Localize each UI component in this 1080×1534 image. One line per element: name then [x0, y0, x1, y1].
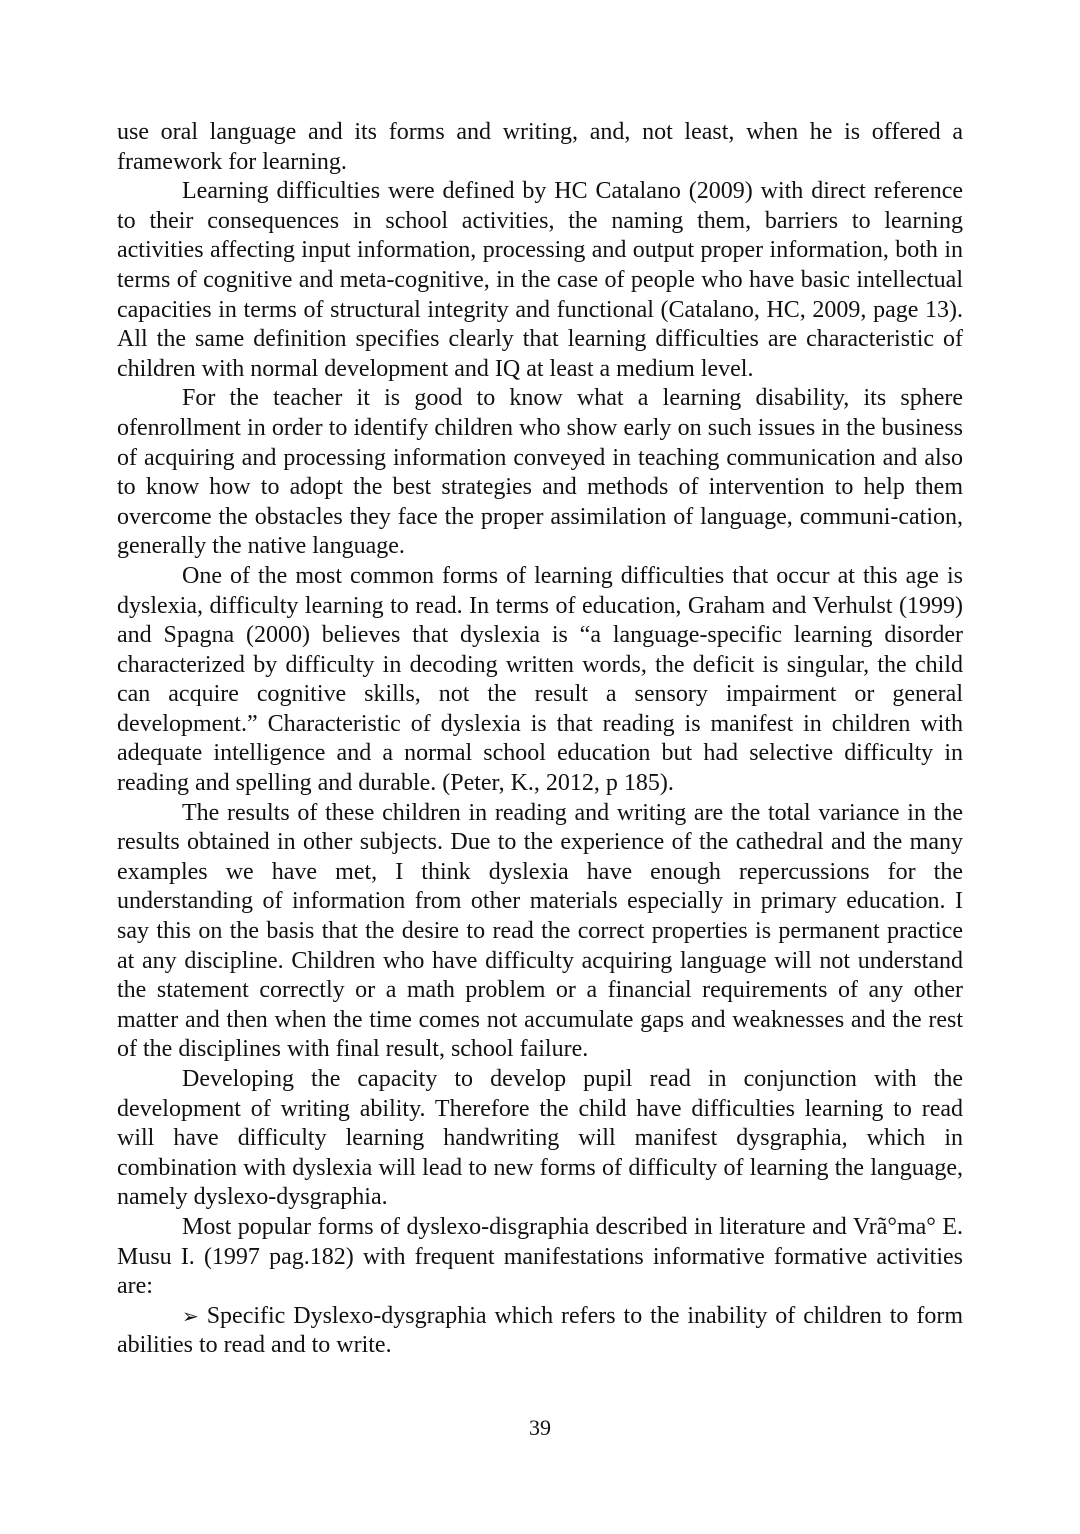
paragraph-popular-forms: Most popular forms of dyslexo-disgraphia described in literature and Vrã°ma° E. Musu I. (1997 pag.182) with frequent manifestations informative formative activities are:	[117, 1213, 963, 1300]
paragraph-results-variance: The results of these children in reading and writing are the total variance in the results obtained in other subjects. Due to the experience of the cathedral and the many examples we have met, I think dyslexia have enough repercussions for the understanding of information from other materials especially in primary education. I say this on the basis that the desire to read the correct properties is permanent practice at any discipline. Children who have difficulty acquiring language will not understand the statement correctly or a math problem or a financial requirements of any other matter and then when the time comes not accumulate gaps and weaknesses and the rest of the disciplines with final result, school failure.	[117, 799, 963, 1063]
document-page	[117, 118, 963, 1508]
arrow-bullet-icon: ➢	[182, 1303, 199, 1328]
paragraph-teacher-knowledge: For the teacher it is good to know what a learning disability, its sphere ofenrollment in order to identify children who show early on such issues in the business of acquiring and processing information conveyed in teaching communication and also to know how to adopt the best strategies and methods of intervention to help them overcome the obstacles they face the proper assimilation of language, communi-cation, generally the native language.	[117, 385, 963, 560]
page-number: 39	[529, 1415, 551, 1440]
paragraph-continuation: use oral language and its forms and writing, and, not least, when he is offered a framework for learning.	[117, 119, 963, 175]
body-text	[117, 118, 963, 1361]
bullet-item-text: Specific Dyslexo-dysgraphia which refers to the inability of children to form abilities to read and to write.	[117, 1302, 963, 1359]
paragraph-catalano-definition: Learning difficulties were defined by HC Catalano (2009) with direct reference to their consequences in school activities, the naming them, barriers to learning activities affecting input information, processing and output proper information, both in terms of cognitive and meta-cognitive, in the case of people who have basic intellectual capacities in terms of structural integrity and functional (Catalano, HC, 2009, page 13). All the same definition specifies clearly that learning difficulties are characteristic of children with normal development and IQ at least a medium level.	[117, 178, 963, 382]
bullet-item	[117, 1302, 963, 1361]
paragraph-dysgraphia: Developing the capacity to develop pupil read in conjunction with the development of writing ability. Therefore the child have difficulties learning to read will have difficulty learning handwriting will manifest dysgraphia, which in combination with dyslexia will lead to new forms of difficulty of learning the language, namely dyslexo-dysgraphia.	[117, 1066, 963, 1211]
paragraph-dyslexia-definition: One of the most common forms of learning difficulties that occur at this age is dyslexia, difficulty learning to read. In terms of education, Graham and Verhulst (1999) and Spagna (2000) believes that dyslexia is “a language-specific learning disorder characterized by difficulty in decoding written words, the deficit is singular, the child can acquire cognitive skills, not the result a sensory impairment or general development.” Characteristic of dyslexia is that reading is manifest in children with adequate intelligence and a normal school education but had selective difficulty in reading and spelling and durable. (Peter, K., 2012, p 185).	[117, 562, 963, 797]
